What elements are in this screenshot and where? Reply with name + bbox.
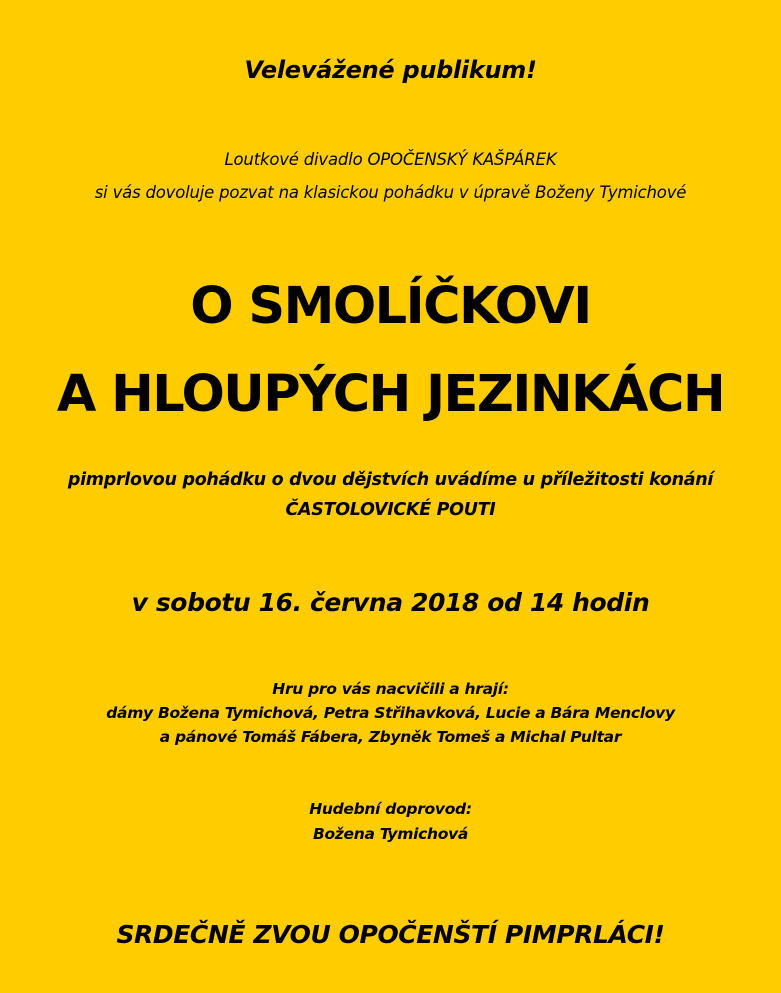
- play-title-line-1: O SMOLÍČKOVI: [190, 277, 591, 336]
- event-date: v sobotu 16. června 2018 od 14 hodin: [131, 588, 650, 617]
- closing-invitation: SRDEČNĚ ZVOU OPOČENŠTÍ PIMPRLÁCI!: [116, 920, 665, 949]
- cast-gentlemen: a pánové Tomáš Fábera, Zbyněk Tomeš a Michal Pultar: [159, 728, 622, 746]
- cast-heading: Hru pro vás nacvičili a hrají:: [272, 680, 509, 698]
- greeting-heading: Velevážené publikum!: [244, 56, 537, 84]
- intro-theatre-line: Loutkové divadlo OPOČENSKÝ KAŠPÁREK: [224, 150, 557, 169]
- music-heading: Hudební doprovod:: [309, 800, 472, 818]
- occasion-line: pimprlovou pohádku o dvou dějstvích uvádíme u příležitosti konání: [67, 470, 714, 490]
- event-name: ČASTOLOVICKÉ POUTI: [285, 500, 496, 520]
- cast-ladies: dámy Božena Tymichová, Petra Střihavková, Lucie a Bára Menclovy: [106, 704, 675, 722]
- intro-invitation-line: si vás dovoluje pozvat na klasickou pohádku v úpravě Boženy Tymichové: [94, 183, 687, 202]
- play-title-line-2: A HLOUPÝCH JEZINKÁCH: [56, 365, 725, 424]
- music-performer: Božena Tymichová: [312, 825, 469, 843]
